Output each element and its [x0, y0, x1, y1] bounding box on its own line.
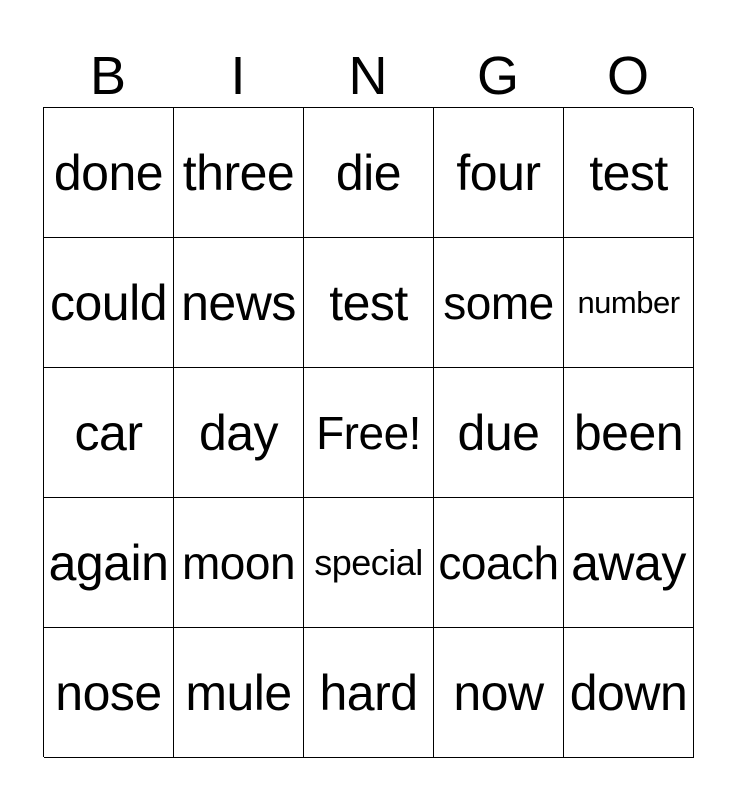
bingo-cell: down	[564, 628, 694, 758]
bingo-cell: special	[304, 498, 434, 628]
bingo-cell: could	[44, 238, 174, 368]
bingo-cell: test	[564, 108, 694, 238]
bingo-cell: number	[564, 238, 694, 368]
header-letter-b: B	[89, 46, 127, 106]
bingo-cell: now	[434, 628, 564, 758]
free-space-cell: Free!	[304, 368, 434, 498]
bingo-cell: four	[434, 108, 564, 238]
bingo-cell: die	[304, 108, 434, 238]
bingo-cell: day	[174, 368, 304, 498]
bingo-cell: nose	[44, 628, 174, 758]
bingo-cell: moon	[174, 498, 304, 628]
bingo-cell: again	[44, 498, 174, 628]
header-letter-o: O	[606, 46, 649, 106]
header-letter-i: I	[230, 46, 246, 106]
bingo-cell: coach	[434, 498, 564, 628]
bingo-cell: test	[304, 238, 434, 368]
header-letter-g: G	[476, 46, 519, 106]
bingo-cell: car	[44, 368, 174, 498]
bingo-cell: three	[174, 108, 304, 238]
bingo-cell: been	[564, 368, 694, 498]
bingo-cell: mule	[174, 628, 304, 758]
bingo-cell: away	[564, 498, 694, 628]
bingo-cell: hard	[304, 628, 434, 758]
bingo-cell: news	[174, 238, 304, 368]
header-letter-n: N	[348, 46, 388, 106]
bingo-cell: done	[44, 108, 174, 238]
bingo-header	[43, 44, 693, 108]
bingo-board	[43, 107, 693, 757]
bingo-cell: some	[434, 238, 564, 368]
bingo-cell: due	[434, 368, 564, 498]
